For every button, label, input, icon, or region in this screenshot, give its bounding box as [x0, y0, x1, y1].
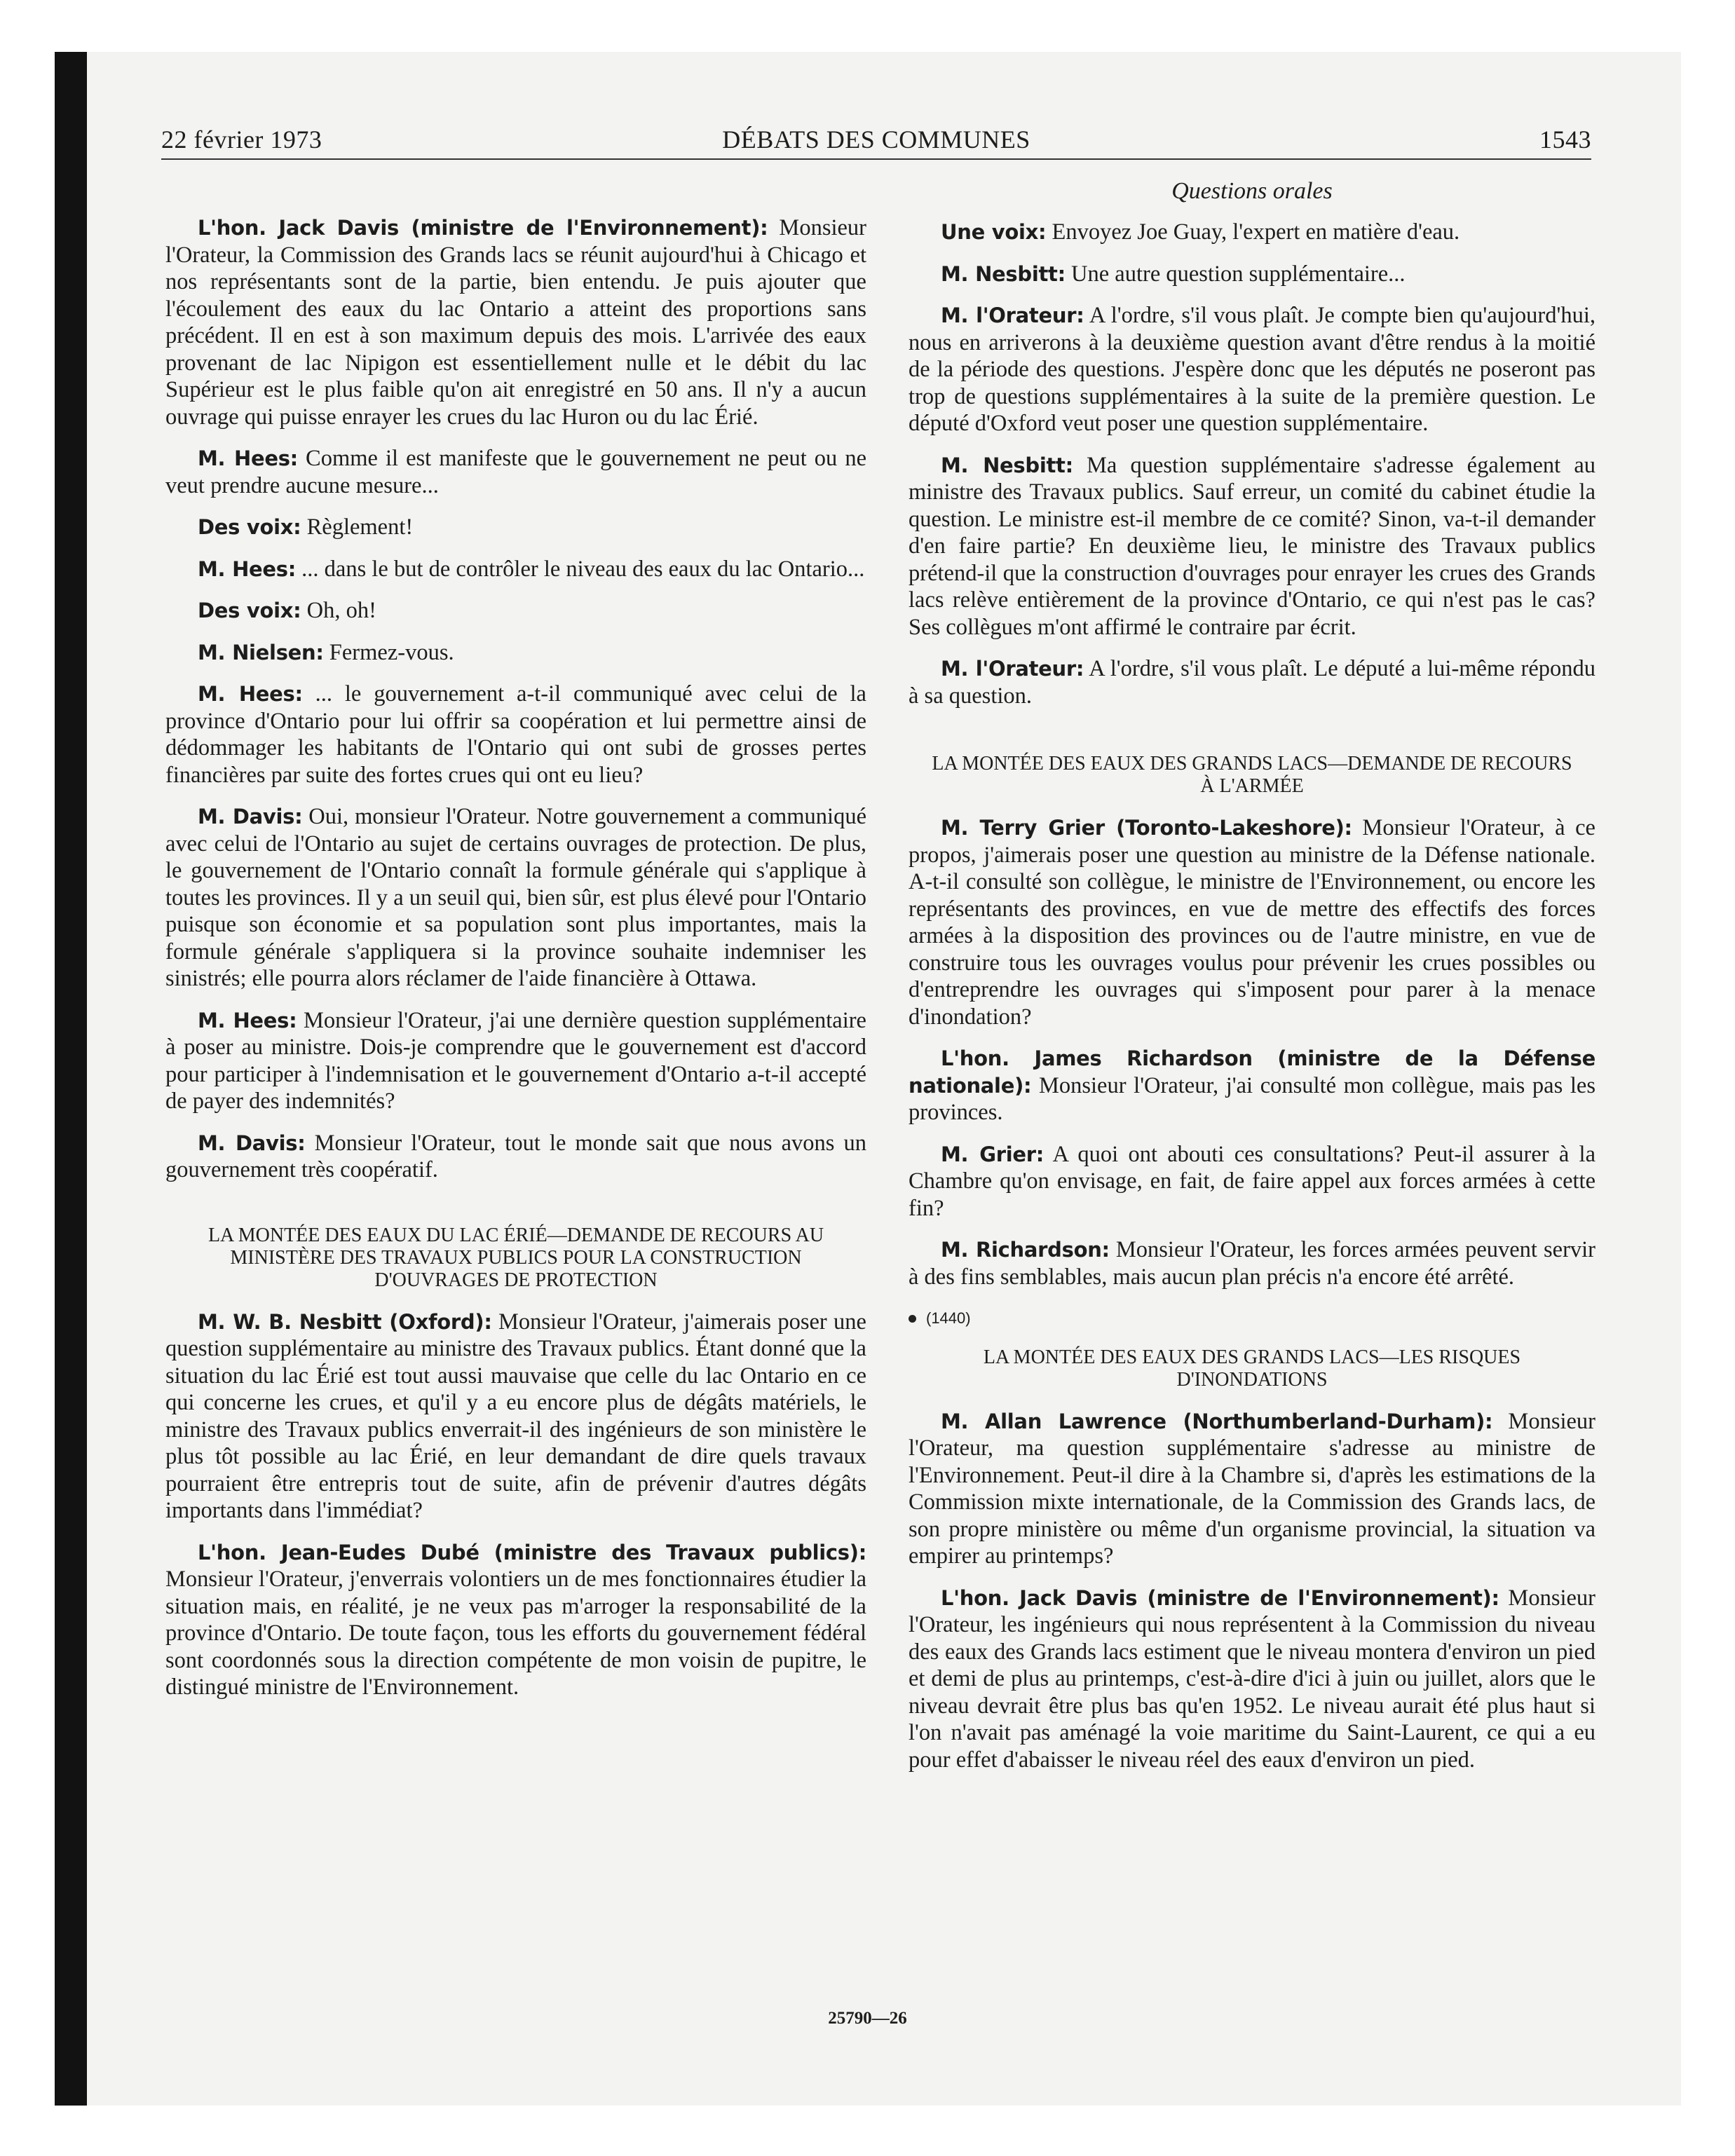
paragraph: [909, 1236, 1595, 1290]
speaker: M. Grier:: [941, 1142, 1045, 1166]
speech-text: A quoi ont abouti ces consultations? Peut-il assurer à la Chambre qu'on envisage, en fait, de faire appel aux forces armées à cette fin?: [909, 1141, 1595, 1221]
speech-text: ... dans le but de contrôler le niveau des eaux du lac Ontario...: [296, 556, 865, 582]
paragraph: [909, 1585, 1595, 1774]
speech-text: Oh, oh!: [301, 598, 376, 623]
speaker: M. Hees:: [198, 1008, 297, 1032]
speaker: M. Richardson:: [941, 1238, 1110, 1262]
speaker: Des voix:: [198, 515, 301, 539]
paragraph: [165, 1130, 866, 1184]
speaker: M. Davis:: [198, 805, 303, 828]
speech-text: Règlement!: [301, 514, 414, 540]
paragraph: [165, 1309, 866, 1524]
right-column: [909, 219, 1595, 1788]
speaker: M. W. B. Nesbitt (Oxford):: [198, 1309, 492, 1334]
speaker: M. Terry Grier (Toronto-Lakeshore):: [941, 816, 1352, 840]
speech-text: Ma question supplémentaire s'adresse également au ministre des Travaux publics. Sauf erreur, un comité du cabinet étudie la question. Le ministre est-il membre de ce comité? Sinon, va-t-il demander d'en faire partie? En deuxième lieu, le ministre des Travaux publics prétend-il que la construction d'ouvrages pour enrayer les crues des Grands lacs relève entièrement de la province d'Ontario, ce qui n'est pas le cas? Ses collègues m'ont affirmé le contraire par écrit.: [909, 452, 1595, 640]
speaker: L'hon. Jack Davis (ministre de l'Environnement):: [198, 216, 768, 240]
binding-edge: [55, 52, 87, 2106]
speaker: M. Hees:: [198, 446, 298, 470]
paragraph: [165, 214, 866, 430]
header-date: 22 février 1973: [161, 125, 322, 153]
header-rule: [161, 158, 1591, 160]
speaker: L'hon. Jean-Eudes Dubé (ministre des Travaux publics):: [198, 1540, 866, 1564]
paragraph: [165, 597, 866, 625]
speaker: M. Nesbitt:: [941, 453, 1073, 477]
paragraph: [165, 681, 866, 789]
speech-text: A l'ordre, s'il vous plaît. Le député a lui-même répondu à sa question.: [909, 656, 1595, 709]
paragraph: [909, 655, 1595, 709]
speaker: L'hon. Jack Davis (ministre de l'Environnement):: [941, 1585, 1499, 1610]
timestamp: [909, 1305, 1595, 1332]
speech-text: Monsieur l'Orateur, les ingénieurs qui nous représentent à la Commission du niveau des eaux des Grands lacs estiment que le niveau montera d'environ un pied et demi de plus au printemps, c'est-à-dire d'ici à juin ou juillet, alors que le niveau devrait être plus bas qu'en 1952. Le niveau aurait été plus haut si l'on n'avait pas aménagé la voie maritime du Saint-Laurent, ce qui a eu pour effet d'abaisser le niveau réel des eaux d'environ un pied.: [909, 1585, 1595, 1773]
paragraph: [909, 1141, 1595, 1222]
section-heading: LA MONTÉE DES EAUX DU LAC ÉRIÉ—DEMANDE DE RECOURS AU MINISTÈRE DES TRAVAUX PUBLICS POUR LA CONSTRUCTION D'OUVRAGES DE PROTECTION: [207, 1224, 824, 1291]
timestamp-text: (1440): [926, 1309, 971, 1327]
paragraph: [909, 219, 1595, 246]
speaker: M. Nesbitt:: [941, 261, 1066, 286]
page-header: [161, 125, 1591, 163]
paragraph: [165, 639, 866, 667]
speaker: M. Nielsen:: [198, 640, 324, 664]
paragraph: [909, 452, 1595, 641]
speech-text: ... le gouvernement a-t-il communiqué avec celui de la province d'Ontario pour lui offrir sa coopération et lui permettre ainsi de dédommager les habitants de l'Ontario qui ont subi de grosses pertes financières par suite des fortes crues qui ont eu lieu?: [165, 681, 866, 788]
speech-text: Monsieur l'Orateur, tout le monde sait que nous avons un gouvernement très coopératif.: [165, 1130, 866, 1182]
speech-text: A l'ordre, s'il vous plaît. Je compte bien qu'aujourd'hui, nous en arriverons à la deuxième question avant d'être rendus à la moitié de la période des questions. J'espère donc que les députés ne poseront pas trop de questions supplémentaires à la suite de la première question. Le député d'Oxford veut poser une question supplémentaire.: [909, 303, 1595, 436]
speaker: M. Hees:: [198, 557, 297, 581]
left-column: [165, 214, 866, 1716]
speech-text: Monsieur l'Orateur, j'enverrais volontiers un de mes fonctionnaires étudier la situation mais, en réalité, je ne veux pas m'arroger la responsabilité de la province d'Ontario. De toute façon, tous les efforts du gouvernement fédéral sont coordonnés sous la direction compétente de mon voisin de pupitre, le distingué ministre de l'Environnement.: [165, 1567, 866, 1700]
paragraph: [165, 1539, 866, 1701]
bullet-icon: [909, 1315, 916, 1323]
speech-text: Fermez-vous.: [323, 639, 454, 665]
speech-text: Monsieur l'Orateur, les forces armées peuvent servir à des fins semblables, mais aucun plan précis n'a encore été arrêté.: [909, 1237, 1595, 1290]
paragraph: [909, 1045, 1595, 1126]
speaker: M. Allan Lawrence (Northumberland-Durham):: [941, 1409, 1493, 1433]
speech-text: Envoyez Joe Guay, l'expert en matière d'eau.: [1046, 219, 1460, 245]
speech-text: Monsieur l'Orateur, j'ai une dernière question supplémentaire à poser au ministre. Dois-je comprendre que le gouvernement est d'accord pour participer à l'indemnisation et le gouvernement d'Ontario a-t-il accepté de payer des indemnités?: [165, 1007, 866, 1114]
speech-text: Monsieur l'Orateur, j'ai consulté mon collègue, mais pas les provinces.: [909, 1072, 1595, 1125]
page-number: 1543: [1539, 125, 1591, 153]
speaker: M. l'Orateur:: [941, 303, 1084, 327]
section-heading: LA MONTÉE DES EAUX DES GRANDS LACS—DEMANDE DE RECOURS À L'ARMÉE: [932, 753, 1572, 797]
paragraph: [909, 261, 1595, 288]
speech-text: Une autre question supplémentaire...: [1065, 261, 1406, 287]
speech-text: Oui, monsieur l'Orateur. Notre gouvernement a communiqué avec celui de l'Ontario au sujet de certains ouvrages de protection. De plus, le gouvernement de l'Ontario connaît la formule générale qui s'applique à toutes les provinces. Il y a un seuil qui, bien sûr, est plus élevé pour l'Ontario puisque son économie et sa population sont plus importantes, mais la formule générale s'appliquera si la province souhaite indemniser les sinistrés; elle pourra alors réclamer de l'aide financière à Ottawa.: [165, 804, 866, 991]
speaker: Une voix:: [941, 220, 1047, 244]
speaker: M. Davis:: [198, 1131, 306, 1155]
speaker: Des voix:: [198, 599, 301, 622]
paragraph: [165, 556, 866, 583]
paragraph: [165, 803, 866, 992]
section-subhead: Questions orales: [1171, 178, 1333, 204]
header-title: DÉBATS DES COMMUNES: [722, 125, 1030, 153]
speaker: M. Hees:: [198, 682, 303, 706]
speaker: M. l'Orateur:: [941, 657, 1084, 681]
page-footer-code: 25790—26: [828, 2009, 907, 2028]
speech-text: Monsieur l'Orateur, la Commission des Grands lacs se réunit aujourd'hui à Chicago et nos représentants sont de la partie, bien entendu. Je puis ajouter que l'écoulement des eaux du lac Ontario a atteint des proportions sans précédent. Il en est à son maximum depuis des mois. L'arrivée des eaux provenant de lac Nipigon est essentiellement nulle et le débit du lac Supérieur est le plus faible qu'on ait enregistré en 50 ans. Il n'y a aucun ouvrage qui puisse enrayer les crues du lac Huron ou du lac Érié.: [165, 215, 866, 430]
paragraph: [909, 302, 1595, 437]
paragraph: [909, 814, 1595, 1030]
speech-text: Monsieur l'Orateur, ma question supplémentaire s'adresse au ministre de l'Environnement. Peut-il dire à la Chambre si, d'après les estimations de la Commission mixte internationale, de la Commission des Grands lacs, de son propre ministère ou même d'un organisme provincial, la situation va empirer au printemps?: [909, 1408, 1595, 1569]
speech-text: Comme il est manifeste que le gouvernement ne peut ou ne veut prendre aucune mesure...: [165, 446, 866, 498]
speech-text: Monsieur l'Orateur, à ce propos, j'aimerais poser une question au ministre de la Défense nationale. A-t-il consulté son collègue, le ministre de l'Environnement, ou encore les représentants des provinces, en vue de mettre des effectifs des forces armées à la disposition des provinces ou de l'autre ministre, en vue de construire tous les ouvrages voulus pour prévenir les crues possibles ou d'entreprendre les ouvrages qui s'imposent pour parer à la menace d'inondation?: [909, 815, 1595, 1030]
paragraph: [909, 1408, 1595, 1570]
paragraph: [165, 1007, 866, 1115]
speaker: L'hon. James Richardson (ministre de la Défense nationale):: [909, 1046, 1595, 1098]
paragraph: [165, 514, 866, 541]
paragraph: [165, 445, 866, 499]
section-heading: LA MONTÉE DES EAUX DES GRANDS LACS—LES RISQUES D'INONDATIONS: [983, 1346, 1521, 1391]
speech-text: Monsieur l'Orateur, j'aimerais poser une question supplémentaire au ministre des Travaux publics. Étant donné que la situation du lac Érié est tout aussi mauvaise que celle du lac Ontario en ce qui concerne les crues, et qu'il y a eu encore plus de dégâts matériels, le ministre des Travaux publics enverrait-il des ingénieurs de son ministère le plus tôt possible au lac Érié, en leur demandant de dire quels travaux pourraient être entrepris tout de suite, afin de prévenir d'autres dégâts importants dans l'immédiat?: [165, 1309, 866, 1523]
